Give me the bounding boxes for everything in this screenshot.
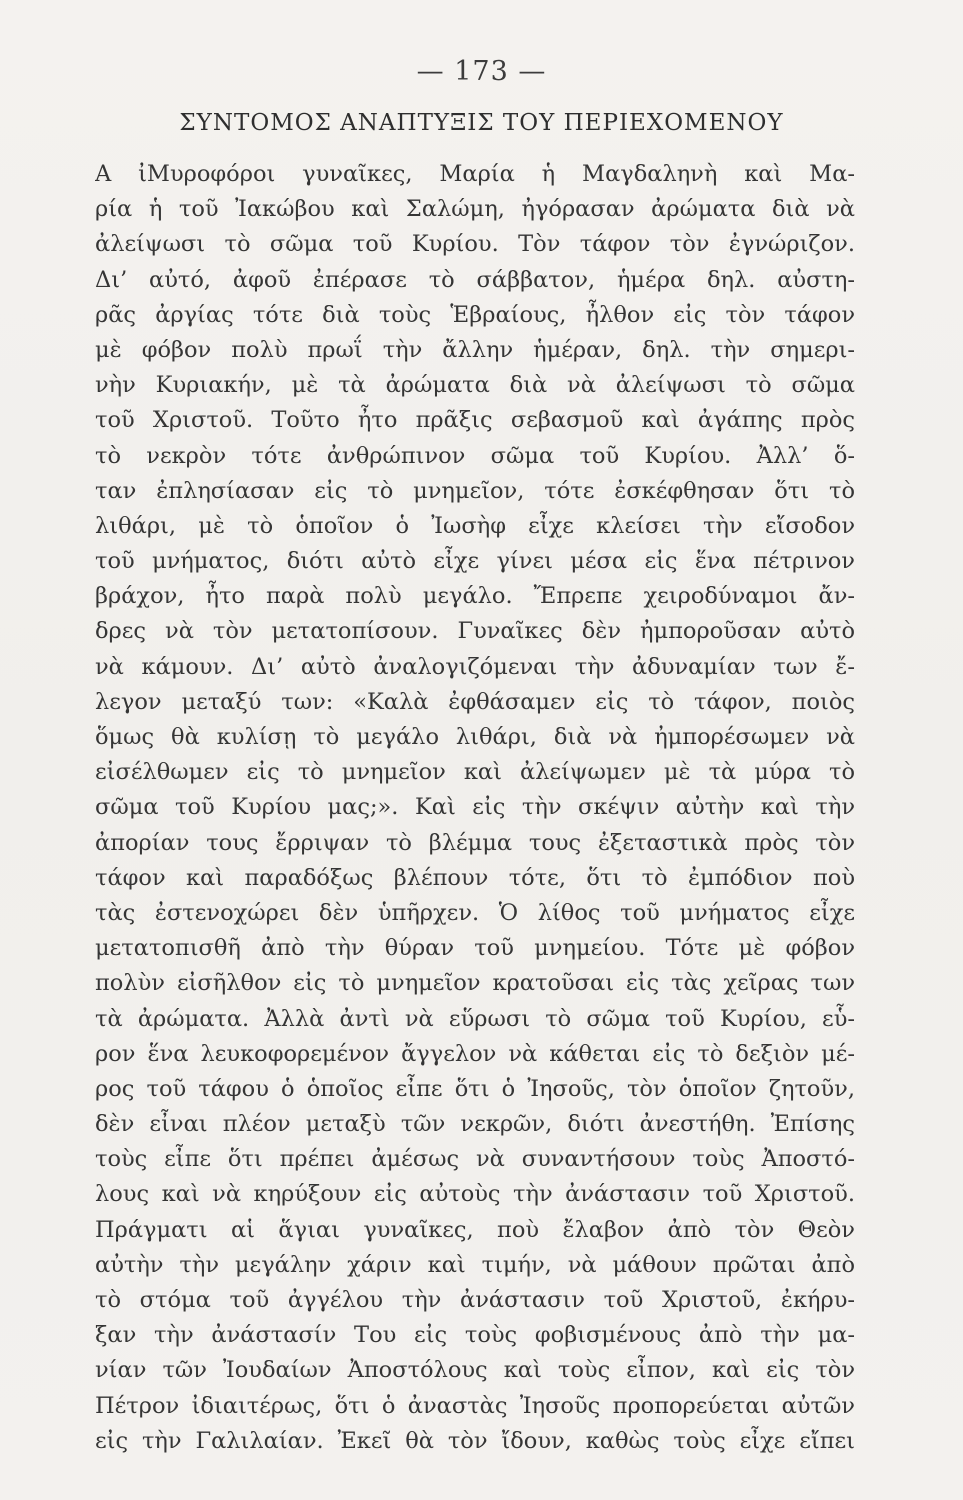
text-line: τὰ ἀρώματα. Ἀλλὰ ἀντὶ νὰ εὕρωσι τὸ σῶμα τοῦ Κυρίου, εὗ-	[95, 1005, 855, 1032]
text-line: πολὺν εἰσῆλθον εἰς τὸ μνημεῖον κρατοῦσαι εἰς τὰς χεῖρας των	[95, 970, 855, 997]
text-line: αὐτὴν τὴν μεγάλην χάριν καὶ τιμήν, νὰ μάθουν πρῶται ἀπὸ	[95, 1251, 855, 1278]
text-line: νὴν Κυριακήν, μὲ τὰ ἀρώματα διὰ νὰ ἀλείψωσι τὸ σῶμα	[95, 372, 855, 399]
text-line: τοὺς εἶπε ὅτι πρέπει ἀμέσως νὰ συναντήσουν τοὺς Ἀποστό-	[95, 1146, 855, 1173]
text-line: τοῦ Χριστοῦ. Τοῦτο ἦτο πρᾶξις σεβασμοῦ καὶ ἀγάπης πρὸς	[95, 407, 855, 434]
text-line: νίαν τῶν Ἰουδαίων Ἀποστόλους καὶ τοὺς εἶπον, καὶ εἰς τὸν	[95, 1357, 855, 1384]
text-line: ρία ἡ τοῦ Ἰακώβου καὶ Σαλώμη, ἠγόρασαν ἀρώματα διὰ νὰ	[95, 196, 855, 223]
text-line: Πράγματι αἱ ἅγιαι γυναῖκες, ποὺ ἔλαβον ἀπὸ τὸν Θεὸν	[95, 1216, 855, 1243]
page-number: — 173 —	[416, 56, 547, 87]
text-line: τοῦ μνήματος, διότι αὐτὸ εἶχε γίνει μέσα εἰς ἕνα πέτρινον	[95, 548, 855, 575]
text-line: μετατοπισθῆ ἀπὸ τὴν θύραν τοῦ μνημείου. Τότε μὲ φόβον	[95, 935, 855, 962]
text-line: μὲ φόβον πολὺ πρωΐ τὴν ἄλλην ἡμέραν, δηλ. τὴν σημερι-	[95, 336, 855, 363]
text-line: ρος τοῦ τάφου ὁ ὁποῖος εἶπε ὅτι ὁ Ἰησοῦς, τὸν ὁποῖον ζητοῦν,	[95, 1075, 855, 1102]
text-line: τὸ στόμα τοῦ ἀγγέλου τὴν ἀνάστασιν τοῦ Χριστοῦ, ἐκήρυ-	[95, 1287, 855, 1313]
text-line: τὰς ἐστενοχώρει δὲν ὑπῆρχεν. Ὁ λίθος τοῦ μνήματος εἶχε	[95, 899, 855, 926]
text-line: λεγον μεταξύ των: «Καλὰ ἐφθάσαμεν εἰς τὸ τάφον, ποιὸς	[95, 688, 855, 715]
body-text	[95, 157, 855, 1459]
text-line: βράχον, ἦτο παρὰ πολὺ μεγάλο. Ἔπρεπε χειροδύναμοι ἄν-	[95, 583, 855, 610]
text-line: εἰσέλθωμεν εἰς τὸ μνημεῖον καὶ ἀλείψωμεν μὲ τὰ μύρα τὸ	[95, 759, 855, 786]
text-line: ξαν τὴν ἀνάστασίν Του εἰς τοὺς φοβισμένους ἀπὸ τὴν μα-	[95, 1322, 855, 1349]
text-line: Α ἰΜυροφόροι γυναῖκες, Μαρία ἡ Μαγδαληνὴ καὶ Μα-	[95, 161, 855, 187]
text-line: ὅμως θὰ κυλίσῃ τὸ μεγάλο λιθάρι, διὰ νὰ ἠμπορέσωμεν νὰ	[95, 724, 855, 750]
text-line: λιθάρι, μὲ τὸ ὁποῖον ὁ Ἰωσὴφ εἶχε κλείσει τὴν εἴσοδον	[95, 512, 855, 539]
text-line: δρες νὰ τὸν μετατοπίσουν. Γυναῖκες δὲν ἠμποροῦσαν αὐτὸ	[95, 618, 855, 645]
text-line: εἰς τὴν Γαλιλαίαν. Ἐκεῖ θὰ τὸν ἴδουν, καθὼς τοὺς εἶχε εἴπει	[95, 1427, 855, 1454]
text-line: Δι’ αὐτό, ἀφοῦ ἐπέρασε τὸ σάββατον, ἡμέρα δηλ. αὐστη-	[95, 266, 855, 293]
text-line: λους καὶ νὰ κηρύξουν εἰς αὐτοὺς τὴν ἀνάστασιν τοῦ Χριστοῦ.	[95, 1181, 855, 1208]
text-line: σῶμα τοῦ Κυρίου μας;». Καὶ εἰς τὴν σκέψιν αὐτὴν καὶ τὴν	[95, 794, 855, 821]
text-line: ἀπορίαν τους ἔρριψαν τὸ βλέμμα τους ἐξεταστικὰ πρὸς τὸν	[95, 829, 855, 856]
section-heading: ΣΥΝΤΟΜΟΣ ΑΝΑΠΤΥΞΙΣ ΤΟΥ ΠΕΡΙΕΧΟΜΕΝΟΥ	[179, 110, 784, 136]
text-line: νὰ κάμουν. Δι’ αὐτὸ ἀναλογιζόμεναι τὴν ἀδυναμίαν των ἔ-	[95, 653, 855, 680]
text-line: δὲν εἶναι πλέον μεταξὺ τῶν νεκρῶν, διότι ἀνεστήθη. Ἐπίσης	[95, 1111, 855, 1138]
text-line: ταν ἐπλησίασαν εἰς τὸ μνημεῖον, τότε ἐσκέφθησαν ὅτι τὸ	[95, 477, 855, 504]
text-line: Πέτρον ἰδιαιτέρως, ὅτι ὁ ἀναστὰς Ἰησοῦς προπορεύεται αὐτῶν	[95, 1392, 855, 1419]
text-line: τάφον καὶ παραδόξως βλέπουν τότε, ὅτι τὸ ἐμπόδιον ποὺ	[95, 864, 855, 891]
text-line: ἀλείψωσι τὸ σῶμα τοῦ Κυρίου. Τὸν τάφον τὸν ἐγνώριζον.	[95, 231, 855, 258]
text-line: τὸ νεκρὸν τότε ἀνθρώπινον σῶμα τοῦ Κυρίου. Ἀλλ’ ὅ-	[95, 442, 855, 469]
text-line: ρον ἕνα λευκοφορεμένον ἄγγελον νὰ κάθεται εἰς τὸ δεξιὸν μέ-	[95, 1040, 855, 1067]
text-line: ρᾶς ἀργίας τότε διὰ τοὺς Ἑβραίους, ἦλθον εἰς τὸν τάφον	[95, 301, 855, 328]
